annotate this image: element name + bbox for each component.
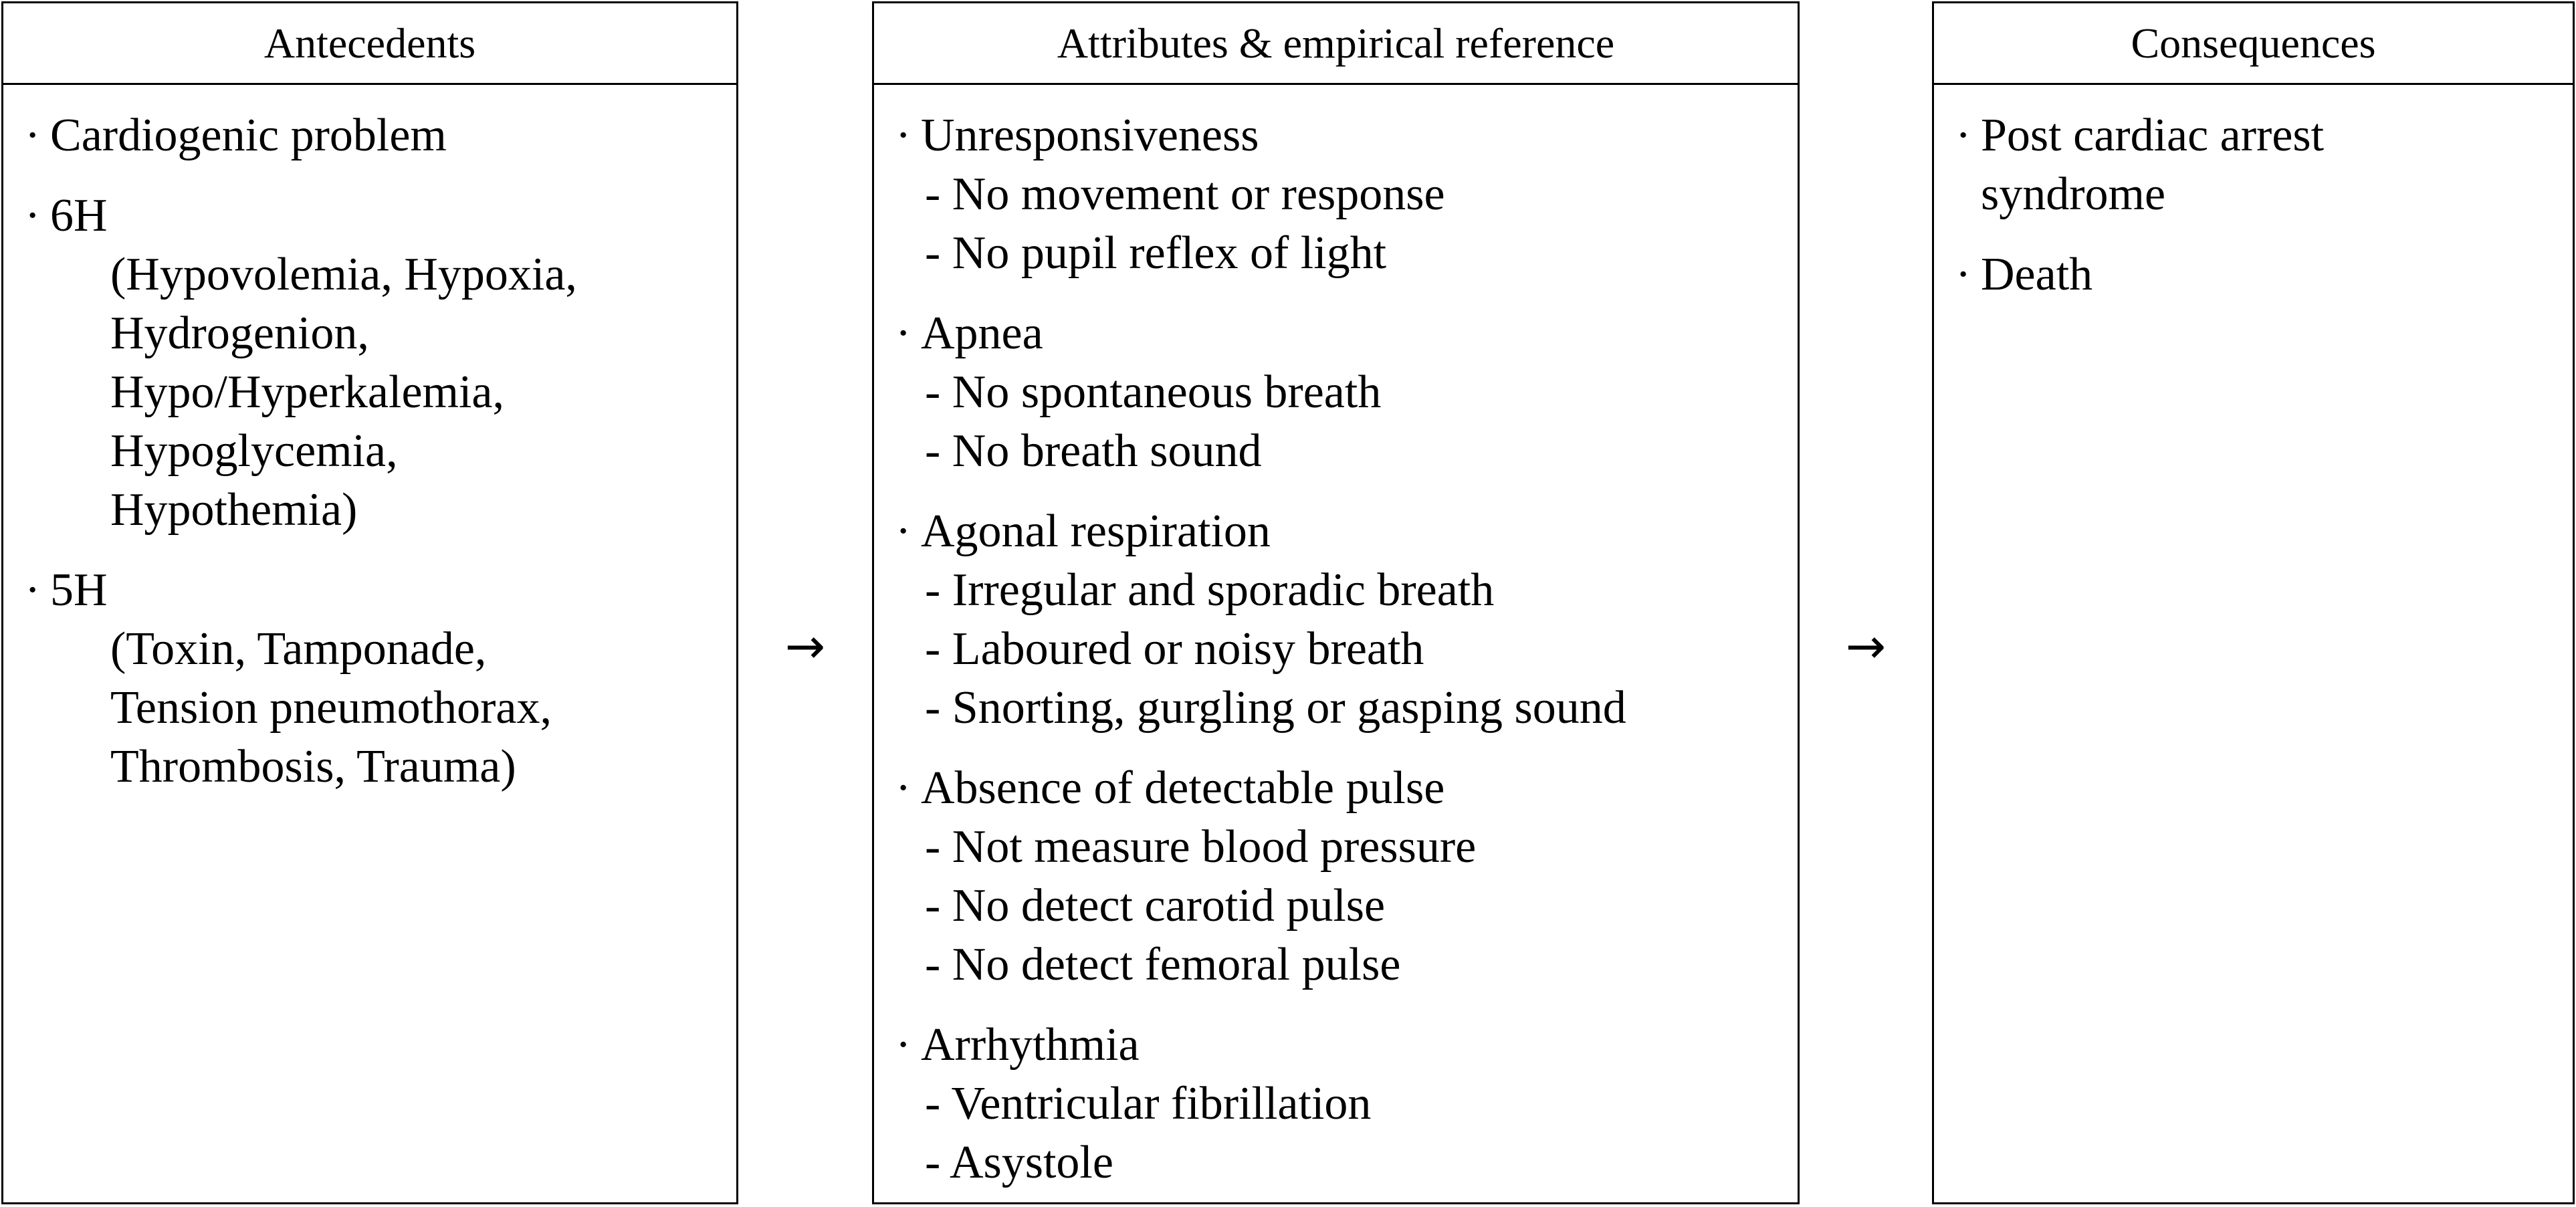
antecedent-label: 5H	[50, 564, 108, 616]
bullet: ·	[25, 564, 41, 616]
attribute-item	[895, 502, 1798, 738]
attribute-reference: - Irregular and sporadic breath	[925, 564, 1495, 616]
antecedent-item	[25, 106, 736, 165]
consequence-label: syndrome	[1981, 169, 2166, 220]
bullet: ·	[895, 110, 911, 161]
consequence-item	[1955, 106, 2573, 224]
attribute-reference: - No detect carotid pulse	[925, 880, 1386, 931]
bullet: ·	[895, 762, 911, 814]
attribute-reference: - No breath sound	[925, 425, 1262, 477]
bullet: ·	[25, 190, 41, 241]
bullet: ·	[895, 308, 911, 359]
attributes-list	[874, 85, 1798, 1192]
attribute-reference: - Laboured or noisy breath	[925, 623, 1424, 675]
consequence-item	[1955, 245, 2573, 304]
antecedent-label: 6H	[50, 190, 108, 241]
attribute-label: Apnea	[921, 308, 1043, 359]
attribute-label: Unresponsiveness	[921, 110, 1259, 161]
antecedent-detail: Hypothemia)	[110, 484, 358, 536]
antecedent-detail: Hypo/Hyperkalemia,	[110, 366, 504, 418]
attribute-reference: - Ventricular fibrillation	[925, 1078, 1372, 1129]
antecedent-label: Cardiogenic problem	[50, 110, 447, 161]
antecedent-detail: Tension pneumothorax,	[110, 682, 552, 734]
attribute-item	[895, 1016, 1798, 1192]
antecedent-detail: Hypoglycemia,	[110, 425, 398, 477]
attributes-box	[872, 1, 1800, 1204]
attribute-reference: - No pupil reflex of light	[925, 227, 1387, 279]
antecedent-detail: (Toxin, Tamponade,	[110, 623, 487, 675]
attribute-item	[895, 106, 1798, 283]
antecedent-detail: Thrombosis, Trauma)	[110, 741, 516, 792]
attribute-label: Agonal respiration	[921, 506, 1271, 557]
attribute-reference: - No spontaneous breath	[925, 366, 1382, 418]
attribute-item	[895, 304, 1798, 481]
antecedents-list	[3, 85, 736, 796]
consequence-label: Death	[1981, 249, 2093, 300]
bullet: ·	[1955, 249, 1971, 300]
attribute-reference: - No movement or response	[925, 169, 1445, 220]
right-arrow-icon: →	[1845, 618, 1887, 674]
antecedents-box	[1, 1, 738, 1204]
attribute-reference: - Asystole	[925, 1137, 1113, 1188]
attributes-title: Attributes & empirical reference	[874, 3, 1798, 85]
bullet: ·	[25, 110, 41, 161]
bullet: ·	[895, 506, 911, 557]
attribute-reference: - Not measure blood pressure	[925, 821, 1477, 873]
attribute-reference: - Snorting, gurgling or gasping sound	[925, 682, 1626, 734]
antecedents-title: Antecedents	[3, 3, 736, 85]
consequences-box	[1932, 1, 2575, 1204]
antecedent-item	[25, 561, 736, 796]
attribute-reference: - No detect femoral pulse	[925, 939, 1401, 990]
attribute-label: Absence of detectable pulse	[921, 762, 1445, 814]
antecedent-item	[25, 187, 736, 540]
attribute-label: Arrhythmia	[921, 1019, 1140, 1071]
consequences-title: Consequences	[1934, 3, 2573, 85]
antecedent-detail: (Hypovolemia, Hypoxia,	[110, 249, 577, 300]
right-arrow-icon: →	[784, 618, 826, 674]
antecedent-detail: Hydrogenion,	[110, 308, 369, 359]
attribute-item	[895, 759, 1798, 994]
consequences-list	[1934, 85, 2573, 304]
consequence-label: Post cardiac arrest	[1981, 110, 2325, 161]
bullet: ·	[1955, 110, 1971, 161]
bullet: ·	[895, 1019, 911, 1071]
